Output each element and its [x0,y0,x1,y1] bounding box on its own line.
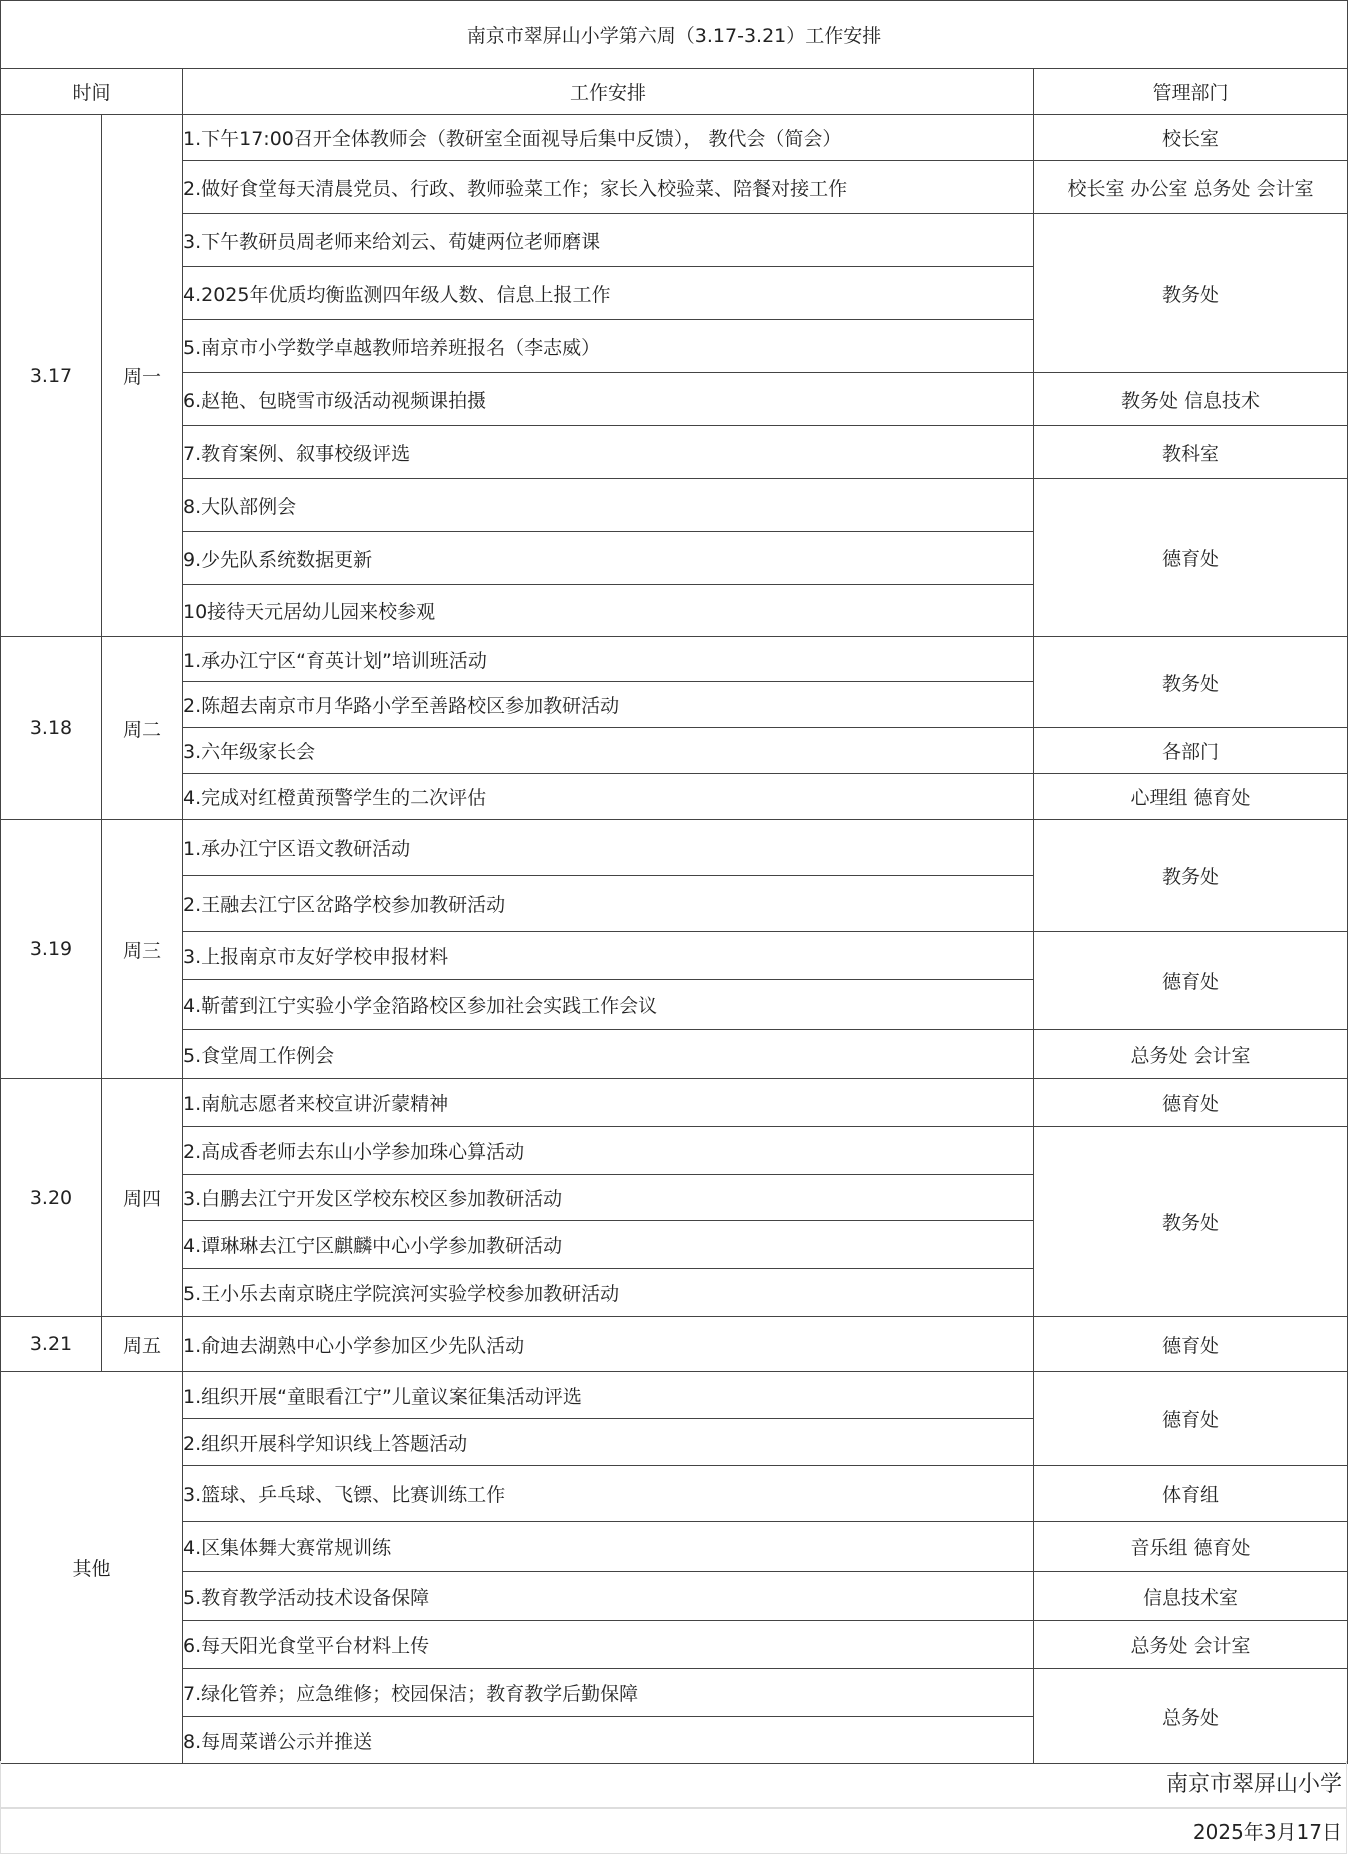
task-item: 1.组织开展“童眼看江宁”儿童议案征集活动评选 [183,1372,1034,1419]
weekday-cell: 周四 [102,1079,183,1317]
date-cell: 3.17 [1,115,102,637]
task-item: 4.2025年优质均衡监测四年级人数、信息上报工作 [183,267,1034,320]
weekday-cell: 周五 [102,1317,183,1372]
task-item: 1.承办江宁区语文教研活动 [183,820,1034,876]
task-item: 4.完成对红橙黄预警学生的二次评估 [183,774,1034,820]
task-item: 3.下午教研员周老师来给刘云、荀婕两位老师磨课 [183,214,1034,267]
task-item: 9.少先队系统数据更新 [183,532,1034,585]
dept-cell: 校长室 [1034,115,1348,161]
dept-cell: 德育处 [1034,1317,1348,1372]
dept-cell: 心理组 德育处 [1034,774,1348,820]
dept-cell: 总务处 [1034,1669,1348,1764]
dept-cell: 音乐组 德育处 [1034,1522,1348,1572]
dept-cell: 校长室 办公室 总务处 会计室 [1034,161,1348,214]
task-item: 1.下午17:00召开全体教师会（教研室全面视导后集中反馈）， 教代会（简会） [183,115,1034,161]
footer-school-name: 南京市翠屏山小学 [0,1761,1347,1808]
task-item: 5.食堂周工作例会 [183,1030,1034,1079]
task-item: 3.上报南京市友好学校申报材料 [183,932,1034,980]
task-item: 4.靳蕾到江宁实验小学金箔路校区参加社会实践工作会议 [183,980,1034,1030]
task-item: 5.南京市小学数学卓越教师培养班报名（李志威） [183,320,1034,373]
task-item: 4.谭琳琳去江宁区麒麟中心小学参加教研活动 [183,1221,1034,1269]
dept-cell: 德育处 [1034,1372,1348,1466]
header-time: 时间 [1,69,183,115]
dept-cell: 教务处 [1034,820,1348,932]
dept-cell: 各部门 [1034,728,1348,774]
task-item: 1.南航志愿者来校宣讲沂蒙精神 [183,1079,1034,1127]
date-cell: 3.19 [1,820,102,1079]
task-item: 5.王小乐去南京晓庄学院滨河实验学校参加教研活动 [183,1269,1034,1317]
dept-cell: 德育处 [1034,1079,1348,1127]
dept-cell: 教务处 信息技术 [1034,373,1348,426]
other-label: 其他 [1,1372,183,1764]
page-title: 南京市翠屏山小学第六周（3.17-3.21）工作安排 [1,1,1348,69]
dept-cell: 教务处 [1034,214,1348,373]
task-item: 3.六年级家长会 [183,728,1034,774]
weekday-cell: 周二 [102,637,183,820]
dept-cell: 总务处 会计室 [1034,1621,1348,1669]
dept-cell: 教务处 [1034,1127,1348,1317]
dept-cell: 德育处 [1034,932,1348,1030]
task-item: 1.俞迪去湖熟中心小学参加区少先队活动 [183,1317,1034,1372]
weekday-cell: 周三 [102,820,183,1079]
task-item: 7.绿化管养；应急维修；校园保洁；教育教学后勤保障 [183,1669,1034,1717]
task-item: 3.篮球、乒乓球、飞镖、比赛训练工作 [183,1466,1034,1522]
task-item: 1.承办江宁区“育英计划”培训班活动 [183,637,1034,682]
task-item: 3.白鹏去江宁开发区学校东校区参加教研活动 [183,1175,1034,1221]
task-item: 6.每天阳光食堂平台材料上传 [183,1621,1034,1669]
dept-cell: 信息技术室 [1034,1572,1348,1621]
weekday-cell: 周一 [102,115,183,637]
dept-cell: 体育组 [1034,1466,1348,1522]
task-item: 4.区集体舞大赛常规训练 [183,1522,1034,1572]
task-item: 6.赵艳、包晓雪市级活动视频课拍摄 [183,373,1034,426]
header-work: 工作安排 [183,69,1034,115]
task-item: 2.陈超去南京市月华路小学至善路校区参加教研活动 [183,682,1034,728]
task-item: 2.做好食堂每天清晨党员、行政、教师验菜工作；家长入校验菜、陪餐对接工作 [183,161,1034,214]
date-cell: 3.21 [1,1317,102,1372]
task-item: 8.大队部例会 [183,479,1034,532]
task-item: 2.高成香老师去东山小学参加珠心算活动 [183,1127,1034,1175]
footer-date: 2025年3月17日 [0,1808,1347,1854]
date-cell: 3.18 [1,637,102,820]
date-cell: 3.20 [1,1079,102,1317]
task-item: 2.组织开展科学知识线上答题活动 [183,1419,1034,1466]
task-item: 8.每周菜谱公示并推送 [183,1717,1034,1764]
dept-cell: 德育处 [1034,479,1348,637]
task-item: 5.教育教学活动技术设备保障 [183,1572,1034,1621]
dept-cell: 教科室 [1034,426,1348,479]
task-item: 2.王融去江宁区岔路学校参加教研活动 [183,876,1034,932]
task-item: 10接待天元居幼儿园来校参观 [183,585,1034,637]
header-dept: 管理部门 [1034,69,1348,115]
dept-cell: 教务处 [1034,637,1348,728]
task-item: 7.教育案例、叙事校级评选 [183,426,1034,479]
dept-cell: 总务处 会计室 [1034,1030,1348,1079]
